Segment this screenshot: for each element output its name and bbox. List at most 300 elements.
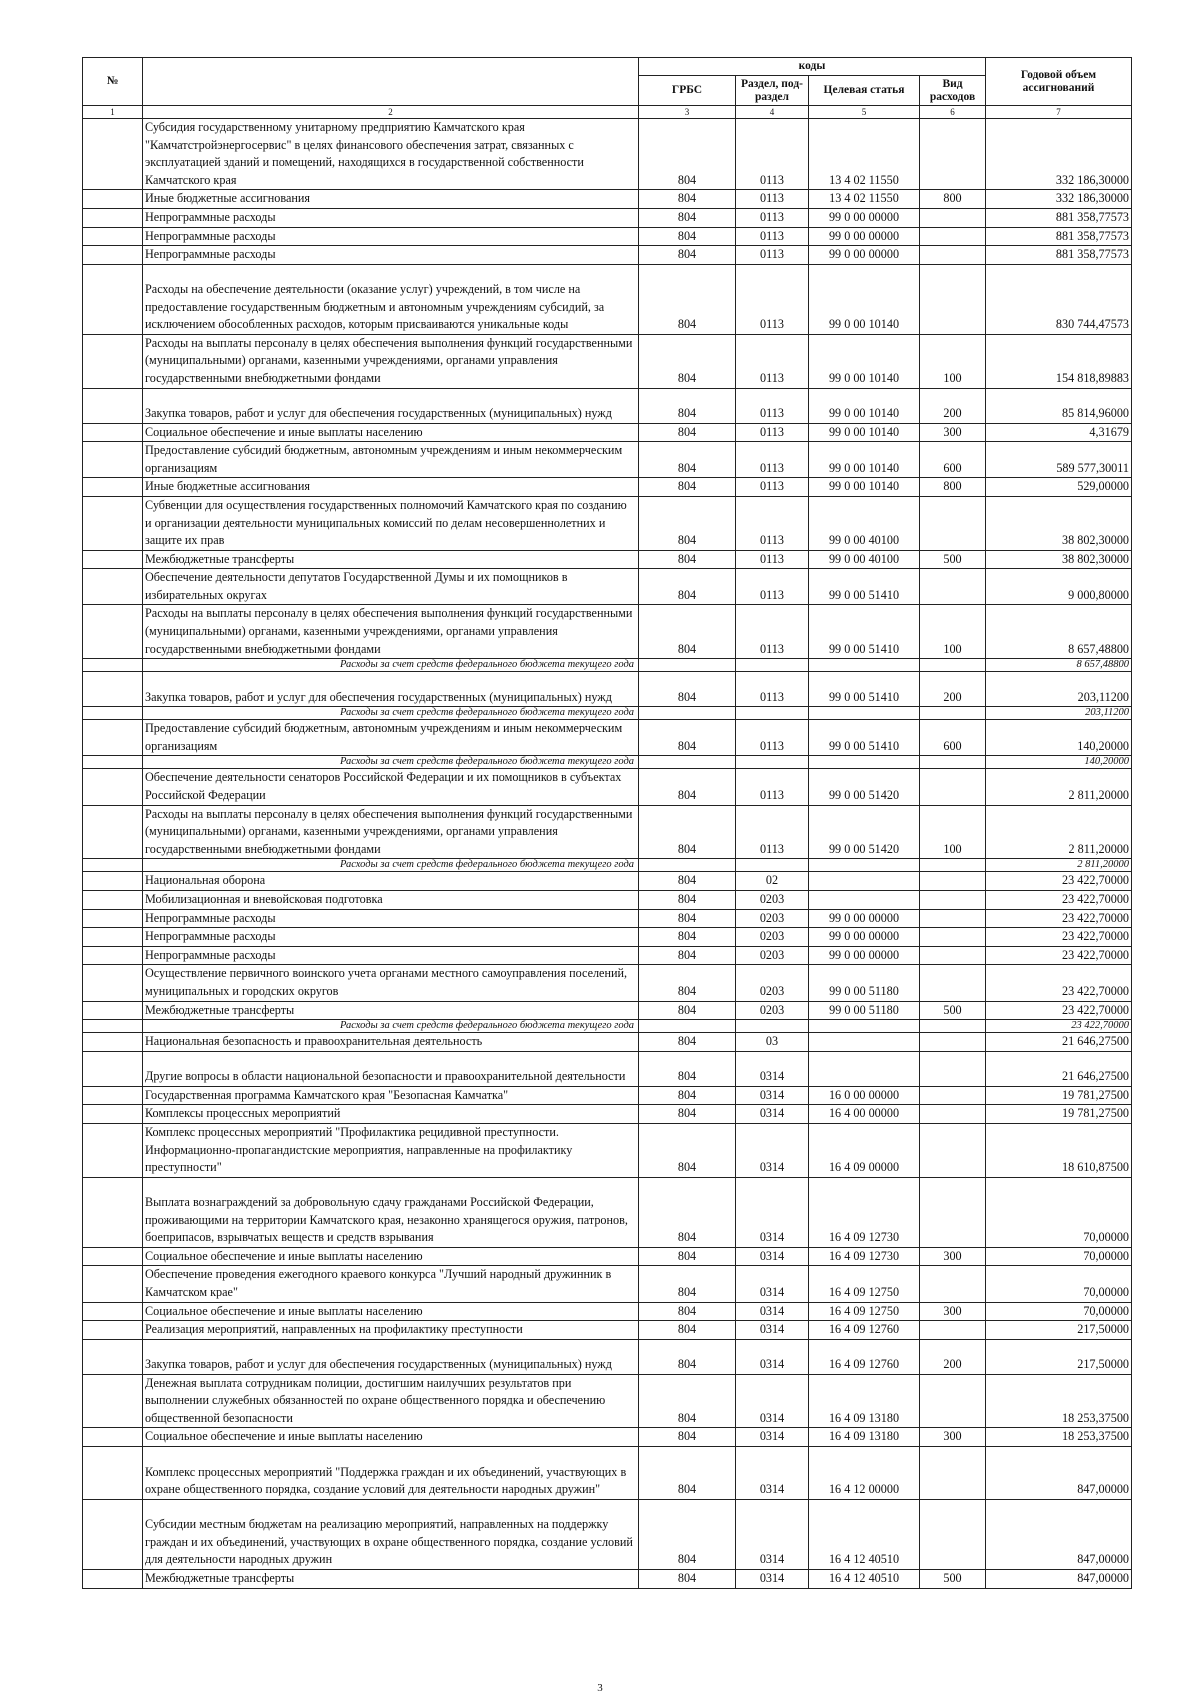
- row-expense-type: [920, 1020, 986, 1033]
- row-razdel: [736, 707, 809, 720]
- row-grbs: 804: [639, 805, 736, 859]
- row-name: Обеспечение проведения ежегодного краевого конкурса "Лучший народный дружинник в Камчатском крае": [143, 1266, 639, 1302]
- row-grbs: [639, 1020, 736, 1033]
- row-target-article: 16 4 09 13180: [809, 1374, 920, 1428]
- col-number-3: 3: [639, 106, 736, 119]
- row-name: Расходы за счет средств федерального бюджета текущего года: [143, 707, 639, 720]
- table-row: [83, 805, 1132, 859]
- table-row: [83, 672, 1132, 707]
- table-row: [83, 769, 1132, 805]
- row-amount: 70,00000: [986, 1177, 1132, 1247]
- row-amount: 529,00000: [986, 478, 1132, 497]
- row-amount: 23 422,70000: [986, 891, 1132, 910]
- row-expense-type: [920, 569, 986, 605]
- row-grbs: 804: [639, 720, 736, 756]
- row-amount: 154 818,89883: [986, 334, 1132, 388]
- row-amount: 18 610,87500: [986, 1123, 1132, 1177]
- row-razdel: 0314: [736, 1086, 809, 1105]
- row-number: [83, 1020, 143, 1033]
- row-expense-type: 200: [920, 1339, 986, 1374]
- row-grbs: 804: [639, 1339, 736, 1374]
- row-razdel: 0203: [736, 1001, 809, 1020]
- row-name: Национальная оборона: [143, 872, 639, 891]
- table-row: [83, 1123, 1132, 1177]
- row-target-article: 99 0 00 10140: [809, 423, 920, 442]
- row-amount: 38 802,30000: [986, 496, 1132, 550]
- row-grbs: 804: [639, 909, 736, 928]
- row-grbs: 804: [639, 1001, 736, 1020]
- row-expense-type: 800: [920, 190, 986, 209]
- row-expense-type: 500: [920, 1570, 986, 1589]
- row-amount: 847,00000: [986, 1570, 1132, 1589]
- row-grbs: 804: [639, 872, 736, 891]
- row-target-article: 16 4 12 00000: [809, 1447, 920, 1500]
- row-razdel: 0113: [736, 264, 809, 334]
- table-row: [83, 1321, 1132, 1340]
- table-row: [83, 569, 1132, 605]
- row-amount: 70,00000: [986, 1247, 1132, 1266]
- row-grbs: 804: [639, 891, 736, 910]
- row-target-article: [809, 1033, 920, 1052]
- row-grbs: 804: [639, 569, 736, 605]
- row-expense-type: 500: [920, 1001, 986, 1020]
- table-row: [83, 227, 1132, 246]
- row-target-article: 16 4 00 00000: [809, 1105, 920, 1124]
- row-target-article: [809, 891, 920, 910]
- row-amount: 332 186,30000: [986, 119, 1132, 190]
- row-number: [83, 859, 143, 872]
- table-body: [83, 119, 1132, 1589]
- row-amount: 332 186,30000: [986, 190, 1132, 209]
- row-grbs: 804: [639, 478, 736, 497]
- row-amount: 217,50000: [986, 1339, 1132, 1374]
- row-name: Национальная безопасность и правоохранительная деятельность: [143, 1033, 639, 1052]
- row-number: [83, 1447, 143, 1500]
- row-expense-type: [920, 264, 986, 334]
- row-amount: 21 646,27500: [986, 1033, 1132, 1052]
- row-target-article: 99 0 00 10140: [809, 264, 920, 334]
- row-grbs: 804: [639, 1321, 736, 1340]
- row-expense-type: [920, 1266, 986, 1302]
- header-vr: Вид расходов: [920, 76, 986, 106]
- row-number: [83, 928, 143, 947]
- table-row: [83, 1339, 1132, 1374]
- row-number: [83, 1374, 143, 1428]
- row-expense-type: 200: [920, 672, 986, 707]
- row-expense-type: 500: [920, 550, 986, 569]
- row-grbs: 804: [639, 1247, 736, 1266]
- row-expense-type: 100: [920, 805, 986, 859]
- row-number: [83, 1001, 143, 1020]
- row-name: Расходы за счет средств федерального бюджета текущего года: [143, 659, 639, 672]
- row-grbs: 804: [639, 442, 736, 478]
- row-number: [83, 190, 143, 209]
- row-target-article: [809, 1051, 920, 1086]
- header-name: [143, 58, 639, 106]
- row-expense-type: [920, 1051, 986, 1086]
- row-razdel: 0314: [736, 1123, 809, 1177]
- row-number: [83, 388, 143, 423]
- row-name: Закупка товаров, работ и услуг для обеспечения государственных (муниципальных) нужд: [143, 388, 639, 423]
- row-amount: 2 811,20000: [986, 859, 1132, 872]
- row-expense-type: [920, 769, 986, 805]
- row-name: Непрограммные расходы: [143, 227, 639, 246]
- row-razdel: 0314: [736, 1447, 809, 1500]
- row-target-article: 99 0 00 00000: [809, 227, 920, 246]
- row-name: Межбюджетные трансферты: [143, 1001, 639, 1020]
- row-expense-type: [920, 227, 986, 246]
- row-amount: 203,11200: [986, 672, 1132, 707]
- row-name: Межбюджетные трансферты: [143, 550, 639, 569]
- row-expense-type: 100: [920, 605, 986, 659]
- row-expense-type: 800: [920, 478, 986, 497]
- row-razdel: 0314: [736, 1051, 809, 1086]
- row-target-article: 99 0 00 51410: [809, 569, 920, 605]
- row-number: [83, 1500, 143, 1570]
- table-row: [83, 1374, 1132, 1428]
- row-name: Закупка товаров, работ и услуг для обеспечения государственных (муниципальных) нужд: [143, 1339, 639, 1374]
- row-amount: 21 646,27500: [986, 1051, 1132, 1086]
- row-expense-type: 200: [920, 388, 986, 423]
- row-name: Мобилизационная и вневойсковая подготовка: [143, 891, 639, 910]
- row-grbs: [639, 707, 736, 720]
- row-number: [83, 423, 143, 442]
- row-number: [83, 478, 143, 497]
- row-grbs: 804: [639, 605, 736, 659]
- row-amount: 2 811,20000: [986, 805, 1132, 859]
- row-amount: 2 811,20000: [986, 769, 1132, 805]
- row-grbs: 804: [639, 1428, 736, 1447]
- row-name: Непрограммные расходы: [143, 909, 639, 928]
- row-expense-type: [920, 1177, 986, 1247]
- row-name: Комплексы процессных мероприятий: [143, 1105, 639, 1124]
- row-amount: 8 657,48800: [986, 659, 1132, 672]
- row-amount: 4,31679: [986, 423, 1132, 442]
- row-number: [83, 720, 143, 756]
- row-razdel: 0113: [736, 605, 809, 659]
- row-target-article: 99 0 00 51180: [809, 965, 920, 1001]
- row-name: Непрограммные расходы: [143, 208, 639, 227]
- row-razdel: 0203: [736, 891, 809, 910]
- table-row: [83, 909, 1132, 928]
- row-number: [83, 334, 143, 388]
- row-target-article: 99 0 00 00000: [809, 246, 920, 265]
- row-number: [83, 227, 143, 246]
- row-number: [83, 805, 143, 859]
- row-amount: 70,00000: [986, 1302, 1132, 1321]
- row-razdel: 0314: [736, 1302, 809, 1321]
- table-row: [83, 1247, 1132, 1266]
- row-amount: 23 422,70000: [986, 1020, 1132, 1033]
- table-row: [83, 423, 1132, 442]
- col-number-1: 1: [83, 106, 143, 119]
- row-name: Осуществление первичного воинского учета органами местного самоуправления поселений, муниципальных и городских округов: [143, 965, 639, 1001]
- row-name: Социальное обеспечение и иные выплаты населению: [143, 1302, 639, 1321]
- row-amount: 8 657,48800: [986, 605, 1132, 659]
- row-razdel: [736, 659, 809, 672]
- table-row: [83, 442, 1132, 478]
- federal-budget-row: [83, 1020, 1132, 1033]
- row-razdel: 0113: [736, 388, 809, 423]
- row-number: [83, 246, 143, 265]
- row-grbs: 804: [639, 928, 736, 947]
- row-name: Денежная выплата сотрудникам полиции, достигшим наилучших результатов при выполнении служебных обязанностей по охране общественного порядка и обеспечению общественной безопасности: [143, 1374, 639, 1428]
- row-target-article: 99 0 00 40100: [809, 496, 920, 550]
- row-grbs: 804: [639, 1447, 736, 1500]
- row-grbs: [639, 859, 736, 872]
- row-grbs: 804: [639, 246, 736, 265]
- header-razdel: Раздел, под-раздел: [736, 76, 809, 106]
- table-row: [83, 965, 1132, 1001]
- federal-budget-row: [83, 707, 1132, 720]
- table-row: [83, 1051, 1132, 1086]
- row-target-article: 99 0 00 51180: [809, 1001, 920, 1020]
- table-row: [83, 928, 1132, 947]
- federal-budget-row: [83, 756, 1132, 769]
- table-row: [83, 478, 1132, 497]
- table-row: [83, 550, 1132, 569]
- row-target-article: 99 0 00 00000: [809, 909, 920, 928]
- header-codes: коды: [639, 58, 986, 76]
- row-name: Расходы на выплаты персоналу в целях обеспечения выполнения функций государственными (муниципальными) органами, казенными учреждениями, органами управления государственными внебюджетными фондами: [143, 334, 639, 388]
- row-razdel: 0113: [736, 550, 809, 569]
- row-expense-type: [920, 1500, 986, 1570]
- row-razdel: 03: [736, 1033, 809, 1052]
- row-expense-type: [920, 1033, 986, 1052]
- row-target-article: 99 0 00 51420: [809, 805, 920, 859]
- row-target-article: [809, 859, 920, 872]
- row-number: [83, 1177, 143, 1247]
- table-row: [83, 872, 1132, 891]
- row-name: Обеспечение деятельности сенаторов Российской Федерации и их помощников в субъектах Российской Федерации: [143, 769, 639, 805]
- row-amount: 847,00000: [986, 1447, 1132, 1500]
- row-expense-type: [920, 909, 986, 928]
- table-row: [83, 388, 1132, 423]
- row-target-article: 13 4 02 11550: [809, 190, 920, 209]
- row-number: [83, 1428, 143, 1447]
- row-grbs: 804: [639, 1051, 736, 1086]
- row-target-article: 16 4 09 13180: [809, 1428, 920, 1447]
- row-razdel: 0203: [736, 928, 809, 947]
- row-name: Межбюджетные трансферты: [143, 1570, 639, 1589]
- row-number: [83, 208, 143, 227]
- row-target-article: 16 4 09 12760: [809, 1321, 920, 1340]
- table-row: [83, 1302, 1132, 1321]
- row-target-article: 99 0 00 51410: [809, 720, 920, 756]
- row-expense-type: [920, 756, 986, 769]
- row-target-article: 16 0 00 00000: [809, 1086, 920, 1105]
- col-number-6: 6: [920, 106, 986, 119]
- row-name: Реализация мероприятий, направленных на профилактику преступности: [143, 1321, 639, 1340]
- row-grbs: 804: [639, 769, 736, 805]
- row-amount: 19 781,27500: [986, 1105, 1132, 1124]
- row-grbs: 804: [639, 1302, 736, 1321]
- row-number: [83, 891, 143, 910]
- row-target-article: 99 0 00 10140: [809, 478, 920, 497]
- row-razdel: 0113: [736, 672, 809, 707]
- table-row: [83, 190, 1132, 209]
- row-amount: 881 358,77573: [986, 208, 1132, 227]
- row-razdel: 0203: [736, 965, 809, 1001]
- row-name: Закупка товаров, работ и услуг для обеспечения государственных (муниципальных) нужд: [143, 672, 639, 707]
- row-amount: 9 000,80000: [986, 569, 1132, 605]
- row-amount: 85 814,96000: [986, 388, 1132, 423]
- header-cs: Целевая статья: [809, 76, 920, 106]
- table-header: [83, 58, 1132, 119]
- row-expense-type: [920, 928, 986, 947]
- col-number-2: 2: [143, 106, 639, 119]
- col-number-7: 7: [986, 106, 1132, 119]
- row-razdel: 0113: [736, 246, 809, 265]
- table-row: [83, 1086, 1132, 1105]
- row-expense-type: [920, 208, 986, 227]
- row-expense-type: [920, 659, 986, 672]
- row-amount: 23 422,70000: [986, 965, 1132, 1001]
- table-row: [83, 496, 1132, 550]
- row-razdel: 0314: [736, 1105, 809, 1124]
- row-target-article: 99 0 00 10140: [809, 334, 920, 388]
- row-amount: 23 422,70000: [986, 872, 1132, 891]
- row-target-article: [809, 1020, 920, 1033]
- row-amount: 18 253,37500: [986, 1374, 1132, 1428]
- row-target-article: 99 0 00 00000: [809, 928, 920, 947]
- row-expense-type: [920, 1321, 986, 1340]
- table-row: [83, 1033, 1132, 1052]
- table-row: [83, 946, 1132, 965]
- row-name: Предоставление субсидий бюджетным, автономным учреждениям и иным некоммерческим организациям: [143, 442, 639, 478]
- table-row: [83, 1177, 1132, 1247]
- row-amount: 881 358,77573: [986, 246, 1132, 265]
- row-target-article: 16 4 09 12760: [809, 1339, 920, 1374]
- row-grbs: 804: [639, 965, 736, 1001]
- row-number: [83, 264, 143, 334]
- row-target-article: [809, 756, 920, 769]
- row-razdel: 0314: [736, 1247, 809, 1266]
- row-number: [83, 496, 143, 550]
- row-razdel: 0113: [736, 569, 809, 605]
- row-number: [83, 1033, 143, 1052]
- row-name: Другие вопросы в области национальной безопасности и правоохранительной деятельности: [143, 1051, 639, 1086]
- row-expense-type: 300: [920, 1428, 986, 1447]
- row-target-article: 99 0 00 51410: [809, 605, 920, 659]
- row-number: [83, 659, 143, 672]
- row-name: Обеспечение деятельности депутатов Государственной Думы и их помощников в избирательных округах: [143, 569, 639, 605]
- row-expense-type: [920, 1123, 986, 1177]
- row-number: [83, 672, 143, 707]
- row-razdel: [736, 1020, 809, 1033]
- row-target-article: 99 0 00 40100: [809, 550, 920, 569]
- header-no: №: [83, 58, 143, 106]
- row-number: [83, 1570, 143, 1589]
- row-expense-type: [920, 891, 986, 910]
- row-expense-type: [920, 872, 986, 891]
- table-row: [83, 891, 1132, 910]
- row-number: [83, 872, 143, 891]
- row-number: [83, 756, 143, 769]
- row-target-article: 99 0 00 51420: [809, 769, 920, 805]
- table-row: [83, 720, 1132, 756]
- row-amount: 203,11200: [986, 707, 1132, 720]
- row-name: Непрограммные расходы: [143, 928, 639, 947]
- row-grbs: 804: [639, 1105, 736, 1124]
- row-number: [83, 1105, 143, 1124]
- budget-sheet: [82, 57, 1131, 1589]
- budget-table: [82, 57, 1132, 1589]
- row-amount: 140,20000: [986, 720, 1132, 756]
- row-grbs: 804: [639, 208, 736, 227]
- col-number-5: 5: [809, 106, 920, 119]
- row-razdel: 02: [736, 872, 809, 891]
- table-row: [83, 208, 1132, 227]
- row-razdel: 0314: [736, 1500, 809, 1570]
- row-expense-type: [920, 946, 986, 965]
- row-number: [83, 909, 143, 928]
- row-razdel: 0113: [736, 496, 809, 550]
- row-target-article: 16 4 09 12730: [809, 1247, 920, 1266]
- row-razdel: 0203: [736, 946, 809, 965]
- row-target-article: 99 0 00 10140: [809, 388, 920, 423]
- page-number: 3: [597, 1682, 603, 1694]
- row-target-article: 13 4 02 11550: [809, 119, 920, 190]
- row-razdel: 0113: [736, 805, 809, 859]
- row-amount: 70,00000: [986, 1266, 1132, 1302]
- row-razdel: 0203: [736, 909, 809, 928]
- table-row: [83, 1266, 1132, 1302]
- row-amount: 217,50000: [986, 1321, 1132, 1340]
- row-razdel: 0113: [736, 208, 809, 227]
- row-number: [83, 1051, 143, 1086]
- row-number: [83, 1266, 143, 1302]
- row-expense-type: [920, 965, 986, 1001]
- row-razdel: 0113: [736, 478, 809, 497]
- row-amount: 18 253,37500: [986, 1428, 1132, 1447]
- row-expense-type: 600: [920, 720, 986, 756]
- row-razdel: 0314: [736, 1570, 809, 1589]
- row-target-article: 16 4 09 12750: [809, 1266, 920, 1302]
- row-target-article: 99 0 00 10140: [809, 442, 920, 478]
- row-grbs: [639, 756, 736, 769]
- row-grbs: 804: [639, 423, 736, 442]
- row-name: Непрограммные расходы: [143, 946, 639, 965]
- row-expense-type: [920, 496, 986, 550]
- col-number-4: 4: [736, 106, 809, 119]
- row-amount: 38 802,30000: [986, 550, 1132, 569]
- row-grbs: 804: [639, 1570, 736, 1589]
- row-grbs: 804: [639, 119, 736, 190]
- row-expense-type: [920, 246, 986, 265]
- row-razdel: 0113: [736, 720, 809, 756]
- row-name: Расходы на выплаты персоналу в целях обеспечения выполнения функций государственными (муниципальными) органами, казенными учреждениями, органами управления государственными внебюджетными фондами: [143, 605, 639, 659]
- row-expense-type: [920, 859, 986, 872]
- row-razdel: 0113: [736, 423, 809, 442]
- row-name: Иные бюджетные ассигнования: [143, 190, 639, 209]
- row-expense-type: [920, 119, 986, 190]
- row-target-article: 16 4 09 00000: [809, 1123, 920, 1177]
- table-row: [83, 605, 1132, 659]
- row-amount: 830 744,47573: [986, 264, 1132, 334]
- row-number: [83, 119, 143, 190]
- table-row: [83, 1500, 1132, 1570]
- row-grbs: 804: [639, 388, 736, 423]
- row-name: Расходы за счет средств федерального бюджета текущего года: [143, 1020, 639, 1033]
- row-number: [83, 965, 143, 1001]
- row-expense-type: 300: [920, 1247, 986, 1266]
- row-name: Выплата вознаграждений за добровольную сдачу гражданами Российской Федерации, проживающими на территории Камчатского края, незаконно хранящегося оружия, патронов, боеприпасов, взрывчатых веществ и средств взрывания: [143, 1177, 639, 1247]
- row-razdel: 0113: [736, 769, 809, 805]
- row-name: Социальное обеспечение и иные выплаты населению: [143, 1428, 639, 1447]
- row-grbs: 804: [639, 1033, 736, 1052]
- table-row: [83, 246, 1132, 265]
